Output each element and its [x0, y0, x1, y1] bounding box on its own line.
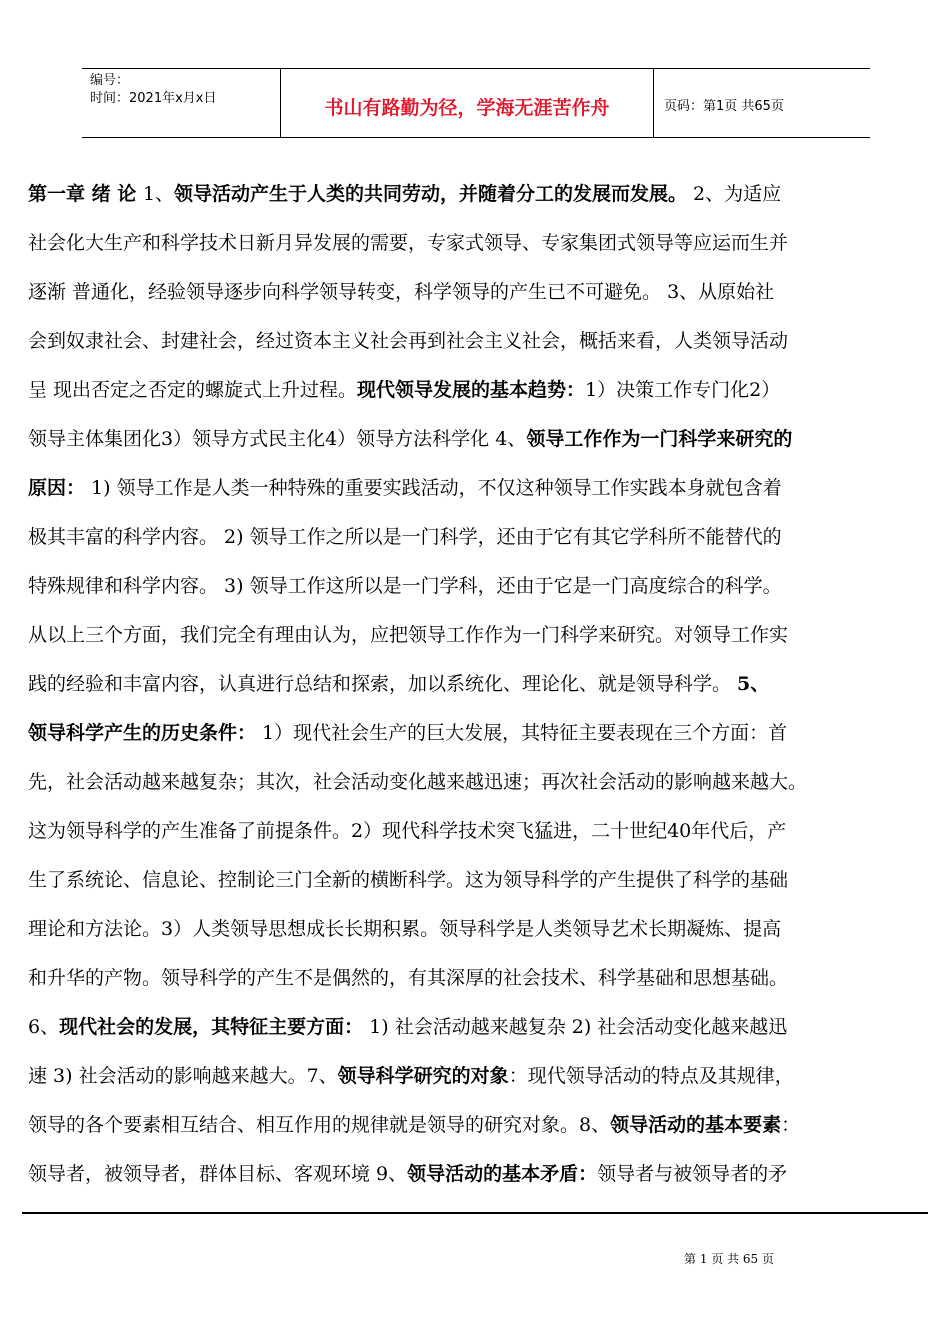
text-line: [28, 317, 788, 365]
bold-text-run: 领导活动产生于人类的共同劳动，并随着分工的发展而发展。: [173, 183, 687, 205]
text-run: 理论和方法论。3）人类领导思想成长长期积累。领导科学是人类领导艺术长期凝炼、提高: [28, 918, 782, 940]
text-line: [28, 1101, 800, 1149]
document-time-label: 时间：2021年x月x日: [90, 91, 217, 106]
text-run: 领导者，被领导者，群体目标、客观环境 9、: [28, 1163, 408, 1185]
header-table: [82, 68, 870, 138]
bold-text-run: 领导活动的基本矛盾：: [407, 1163, 598, 1185]
text-run: 速 3) 社会活动的影响越来越大。7、: [28, 1065, 338, 1087]
text-run: 呈 现出否定之否定的螺旋式上升过程。: [28, 379, 358, 401]
text-line: [28, 954, 788, 1002]
bold-text-run: 现代领导发展的基本趋势：: [357, 379, 586, 401]
text-line: [28, 758, 807, 806]
bold-text-run: 原因：: [28, 477, 86, 499]
text-run: 和升华的产物。领导科学的产生不是偶然的，有其深厚的社会技术、科学基础和思想基础。: [28, 967, 789, 989]
text-line: [28, 268, 774, 316]
text-run: ：: [781, 1114, 801, 1136]
text-line: [28, 562, 782, 610]
text-run: 极其丰富的科学内容。 2) 领导工作之所以是一门科学，还由于它有其它学科所不能替代的: [28, 526, 782, 548]
header-meta-cell: [82, 69, 281, 137]
text-line: [28, 170, 781, 218]
bold-text-run: 领导工作作为一门科学来研究的: [526, 428, 793, 450]
text-line: [28, 513, 782, 561]
text-line: [28, 1003, 787, 1051]
text-run: 社会化大生产和科学技术日新月异发展的需要，专家式领导、专家集团式领导等应运而生并: [28, 232, 789, 254]
bold-text-run: 第一章 绪 论: [28, 183, 143, 205]
text-line: [28, 660, 769, 708]
text-run: 特殊规律和科学内容。 3) 领导工作这所以是一门学科，还由于它是一门高度综合的科学。: [28, 575, 782, 597]
text-run: ：现代领导活动的特点及其规律，: [508, 1065, 794, 1087]
text-run: 1）决策工作专门化2）: [585, 379, 781, 401]
text-run: 领导的各个要素相互结合、相互作用的规律就是领导的研究对象。8、: [28, 1114, 611, 1136]
footer-page-number: 第 1 页 共 65 页: [684, 1252, 774, 1266]
text-run: 领导者与被领导者的矛: [597, 1163, 788, 1185]
text-run: 领导主体集团化3）领导方式民主化4）领导方法科学化 4、: [28, 428, 527, 450]
bold-text-run: 领导科学研究的对象: [337, 1065, 509, 1087]
bold-text-run: 5、: [737, 673, 770, 695]
text-line: [28, 611, 788, 659]
text-line: [28, 856, 788, 904]
text-line: [28, 415, 792, 463]
text-line: [28, 366, 780, 414]
footer-rule: [22, 1212, 928, 1214]
text-line: [28, 807, 786, 855]
text-run: 1) 社会活动越来越复杂 2) 社会活动变化越来越迅: [363, 1016, 788, 1038]
text-run: 生了系统论、信息论、控制论三门全新的横断科学。这为领导科学的产生提供了科学的基础: [28, 869, 789, 891]
text-run: 会到奴隶社会、封建社会，经过资本主义社会再到社会主义社会，概括来看，人类领导活动: [28, 330, 789, 352]
text-run: 先，社会活动越来越复杂；其次，社会活动变化越来越迅速；再次社会活动的影响越来越大。: [28, 771, 808, 793]
bold-text-run: 现代社会的发展，其特征主要方面：: [59, 1016, 364, 1038]
text-run: 2、为适应: [686, 183, 782, 205]
text-run: 逐渐 普通化，经验领导逐步向科学领导转变，科学领导的产生已不可避免。 3、从原始社: [28, 281, 775, 303]
text-line: [28, 1052, 794, 1100]
motto-text: 书山有路勤为径，学海无涯苦作舟: [324, 97, 610, 119]
header-motto-cell: [281, 69, 654, 137]
text-run: 践的经验和丰富内容，认真进行总结和探索，加以系统化、理论化、就是领导科学。: [28, 673, 738, 695]
text-run: 1）现代社会生产的巨大发展，其特征主要表现在三个方面：首: [256, 722, 788, 744]
text-run: 6、: [28, 1016, 60, 1038]
text-line: [28, 1150, 787, 1198]
text-run: 从以上三个方面，我们完全有理由认为，应把领导工作作为一门科学来研究。对领导工作实: [28, 624, 789, 646]
bold-text-run: 领导活动的基本要素: [610, 1114, 782, 1136]
text-line: [28, 709, 787, 757]
text-line: [28, 219, 788, 267]
header-page-info: 页码：第1页 共65页: [664, 99, 784, 114]
document-number-label: 编号：: [90, 73, 130, 88]
text-run: 1) 领导工作是人类一种特殊的重要实践活动，不仅这种领导工作实践本身就包含着: [85, 477, 782, 499]
text-run: 这为领导科学的产生准备了前提条件。2）现代科学技术突飞猛进，二十世纪40年代后，产: [28, 820, 787, 842]
text-line: [28, 905, 781, 953]
text-line: [28, 464, 782, 512]
bold-text-run: 领导科学产生的历史条件：: [28, 722, 257, 744]
header-page-cell: [654, 69, 870, 137]
text-run: 1、: [142, 183, 174, 205]
